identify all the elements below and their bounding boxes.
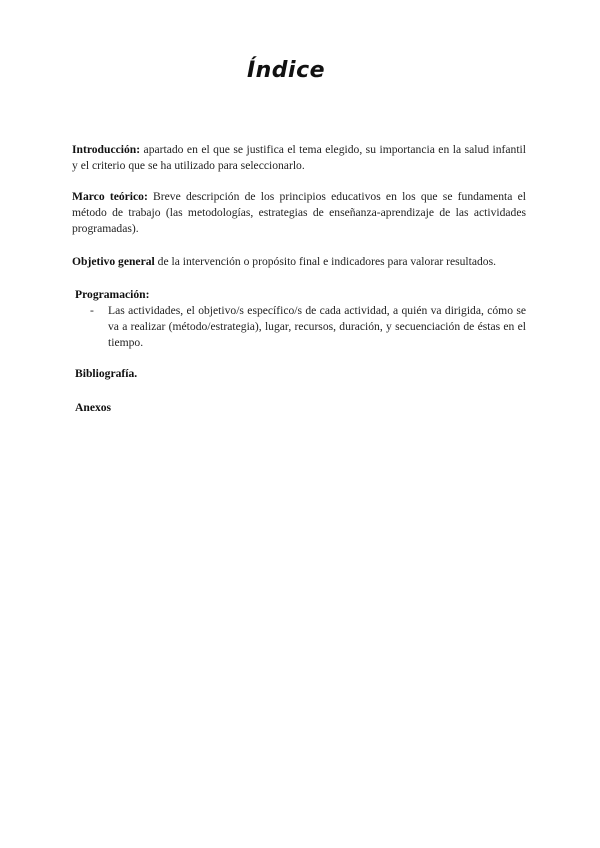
programacion-list-item xyxy=(90,303,526,351)
intro-paragraph xyxy=(72,142,526,174)
intro-label: Introducción: xyxy=(72,143,141,156)
page-title: Índice xyxy=(246,58,326,83)
marco-teorico-text: Breve descripción de los principios educativos en los que se fundamenta el método de trabajo (las metodologías, estrategias de enseñanza-aprendizaje de las actividades programadas). xyxy=(72,190,526,235)
objetivo-general-text: de la intervención o propósito final e indicadores para valorar resultados. xyxy=(154,255,497,268)
anexos-heading: Anexos xyxy=(75,401,112,414)
objetivo-general-paragraph xyxy=(72,254,526,270)
programacion-heading: Programación: xyxy=(75,288,150,301)
bullet-marker: - xyxy=(90,304,94,317)
marco-teorico-paragraph xyxy=(72,189,526,237)
marco-teorico-label: Marco teórico: xyxy=(72,190,148,203)
bibliografia-heading: Bibliografía. xyxy=(75,367,138,380)
programacion-bullet-text: Las actividades, el objetivo/s específico/s de cada actividad, a quién va dirigida, cómo se va a realizar (método/estrategia), lugar, recursos, duración, y secuenciación de éstas en el tiempo. xyxy=(108,304,526,349)
objetivo-general-label: Objetivo general xyxy=(72,255,155,268)
intro-text: apartado en el que se justifica el tema elegido, su importancia en la salud infantil y el criterio que se ha utilizado para seleccionarlo. xyxy=(72,143,526,172)
